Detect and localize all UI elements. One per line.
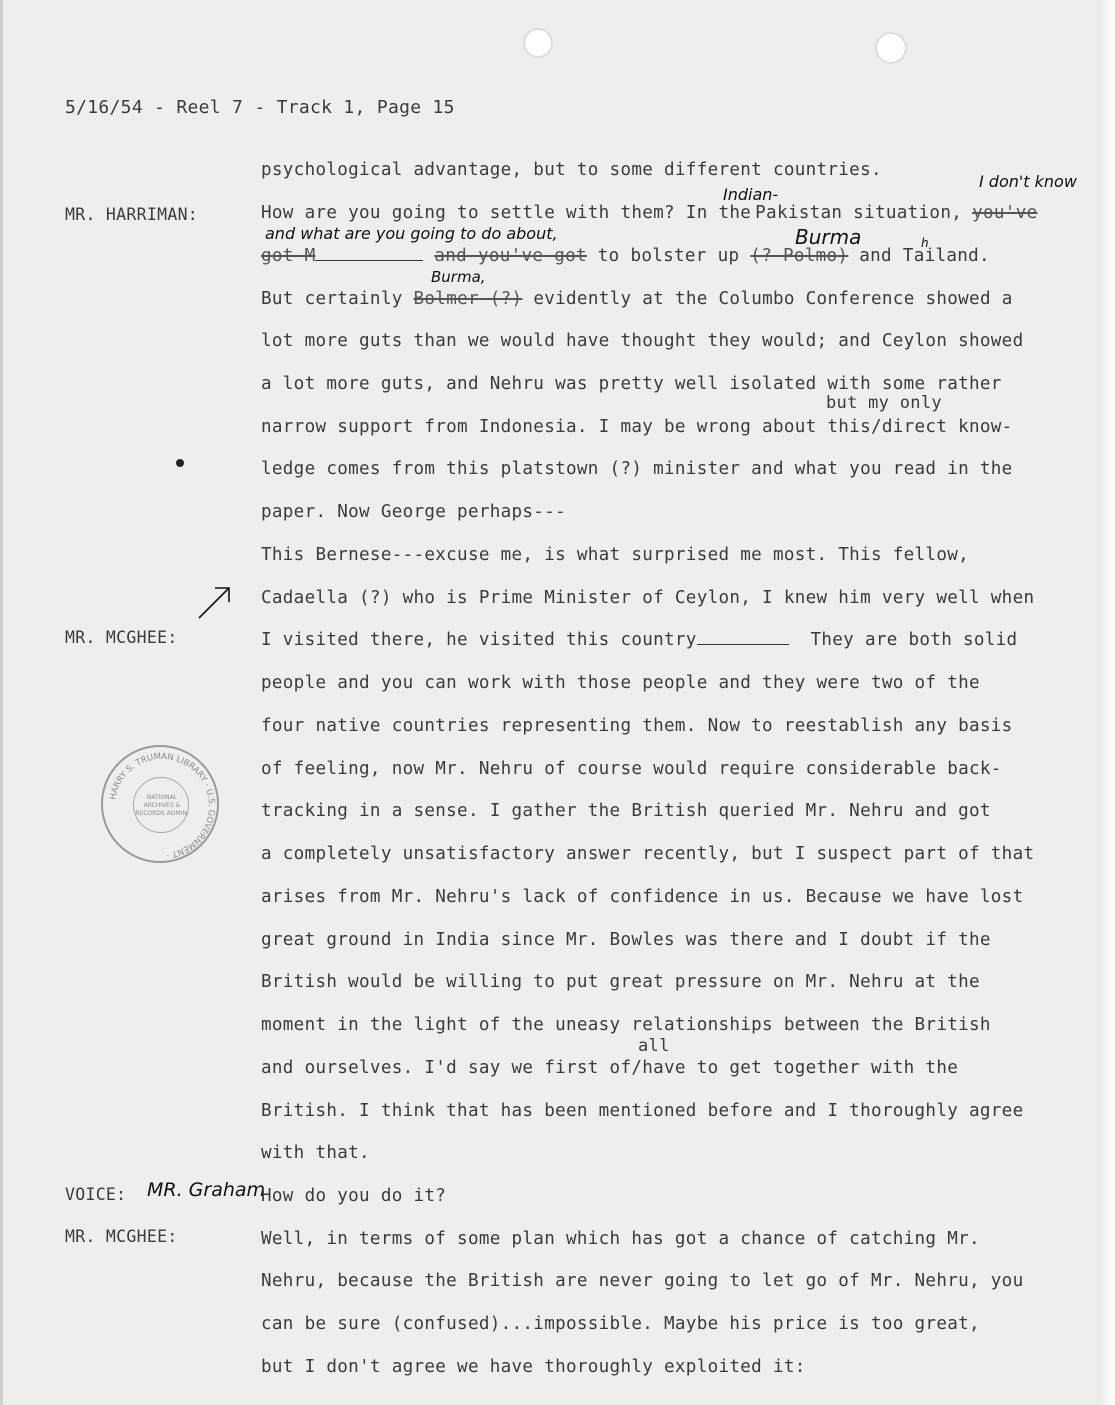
line-text: to bolster up <box>597 246 740 266</box>
blank-line <box>697 644 789 645</box>
body-line: This Bernese---excuse me, is what surprised me most. This fellow, <box>261 545 970 565</box>
line-text: Pakistan situation, <box>755 203 963 223</box>
body-line: but I don't agree we have thoroughly exploited it: <box>261 1357 806 1377</box>
struck-text: got M <box>261 246 316 266</box>
handwritten-voice-name: MR. Graham <box>147 1179 266 1201</box>
body-line: British. I think that has been mentioned before and I thoroughly agree <box>261 1101 1024 1121</box>
svg-text:ARCHIVES &: ARCHIVES & <box>143 802 181 809</box>
speaker-harriman: MR. HARRIMAN: <box>65 205 199 224</box>
page-edge <box>1097 0 1115 1405</box>
punch-hole-right <box>875 32 907 64</box>
interline-but-my-only: but my only <box>826 393 942 413</box>
struck-text: (? Polmo) <box>750 246 849 266</box>
body-line: tracking in a sense. I gather the British queried Mr. Nehru and got <box>261 801 991 821</box>
body-line <box>261 630 1017 650</box>
svg-text:RECORDS ADMIN.: RECORDS ADMIN. <box>135 810 189 817</box>
body-line: people and you can work with those people and they were two of the <box>261 673 980 693</box>
annotation-burma-2: Burma, <box>431 268 486 286</box>
body-line: paper. Now George perhaps--- <box>261 502 566 522</box>
speaker-mcghee-2: MR. MCGHEE: <box>65 1227 178 1246</box>
margin-dot <box>176 459 184 467</box>
body-line: four native countries representing them. Now to reestablish any basis <box>261 716 1013 736</box>
annotation-what-are-you: and what are you going to do about, <box>265 224 558 243</box>
body-line: a completely unsatisfactory answer recently, but I suspect part of that <box>261 844 1035 864</box>
line-text: I visited there, he visited this country <box>261 630 697 650</box>
body-line: with that. <box>261 1143 370 1163</box>
struck-text: Bolmer (?) <box>413 289 523 309</box>
body-line: and ourselves. I'd say we first of/have to get together with the <box>261 1058 959 1078</box>
svg-text:HARRY S. TRUMAN LIBRARY · U.S.: HARRY S. TRUMAN LIBRARY · U.S. GOVERNMENT · <box>108 751 217 860</box>
punch-hole-left <box>523 28 553 58</box>
body-line: a lot more guts, and Nehru was pretty well isolated with some rather <box>261 374 1002 394</box>
body-line: Nehru, because the British are never going to let go of Mr. Nehru, you <box>261 1271 1024 1291</box>
speaker-mcghee: MR. MCGHEE: <box>65 628 178 647</box>
body-line <box>261 203 1037 223</box>
line-text: evidently at the Columbo Conference showed a <box>533 289 1013 309</box>
archive-stamp-text <box>103 747 221 865</box>
line-text: How are you going to settle with them? In the <box>261 203 752 223</box>
body-line: can be sure (confused)...impossible. Maybe his price is too great, <box>261 1314 980 1334</box>
line-text: They are both solid <box>810 630 1018 650</box>
body-line <box>261 289 1013 309</box>
struck-text: and you've got <box>434 246 587 266</box>
body-line: Cadaella (?) who is Prime Minister of Ceylon, I knew him very well when <box>261 588 1035 608</box>
speaker-voice-label: VOICE: <box>65 1185 127 1204</box>
annotation-th: h <box>921 236 929 250</box>
body-line: of feeling, now Mr. Nehru of course would require considerable back- <box>261 759 1002 779</box>
blank-line <box>315 260 423 261</box>
body-line: psychological advantage, but to some different countries. <box>261 160 882 180</box>
margin-arrow-icon <box>195 582 235 622</box>
page-header: 5/16/54 - Reel 7 - Track 1, Page 15 <box>65 97 455 118</box>
body-line: narrow support from Indonesia. I may be wrong about this/direct know- <box>261 417 1013 437</box>
svg-text:NATIONAL: NATIONAL <box>146 794 178 801</box>
body-line: British would be willing to put great pressure on Mr. Nehru at the <box>261 972 980 992</box>
body-line: ledge comes from this platstown (?) minister and what you read in the <box>261 459 1013 479</box>
body-line <box>261 246 990 266</box>
struck-text: you've <box>972 203 1038 223</box>
body-line: lot more guts than we would have thought they would; and Ceylon showed <box>261 331 1024 351</box>
line-text: and Tailand. <box>859 246 990 266</box>
body-line: How do you do it? <box>261 1186 447 1206</box>
annotation-burma-1: Burma <box>795 225 862 249</box>
archive-stamp <box>101 745 219 863</box>
speaker-voice <box>65 1185 126 1204</box>
body-line: arises from Mr. Nehru's lack of confidence in us. Because we have lost <box>261 887 1024 907</box>
interline-all: all <box>638 1036 670 1056</box>
line-text: But certainly <box>261 289 403 309</box>
annotation-indian: Indian- <box>723 185 779 204</box>
body-line: moment in the light of the uneasy relationships between the British <box>261 1015 991 1035</box>
body-line: Well, in terms of some plan which has got a chance of catching Mr. <box>261 1229 980 1249</box>
body-line: great ground in India since Mr. Bowles was there and I doubt if the <box>261 930 991 950</box>
annotation-i-dont-know: I don't know <box>979 172 1077 191</box>
